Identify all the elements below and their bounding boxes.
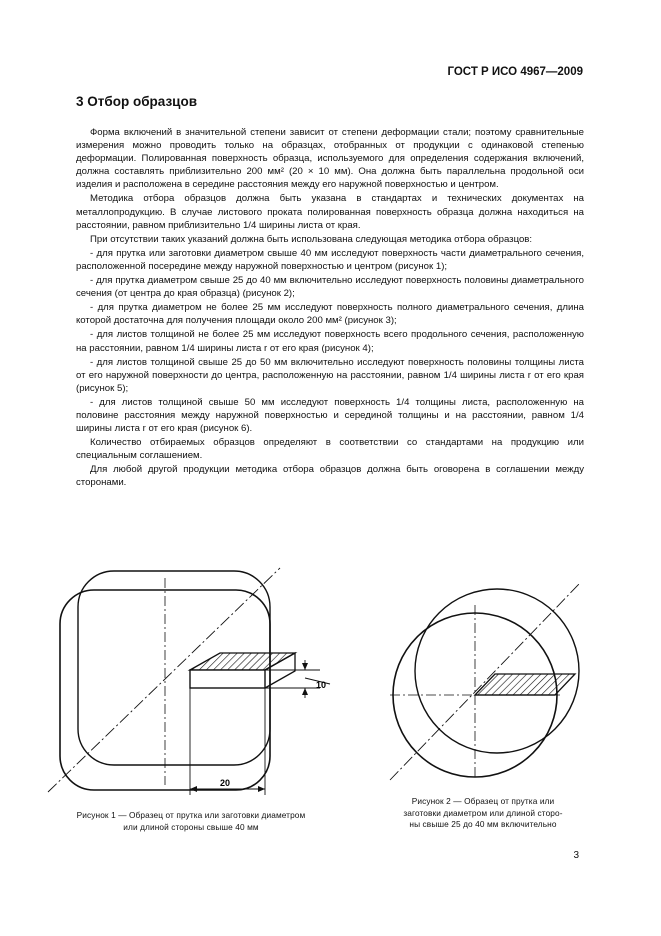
paragraph: Для любой другой продукции методика отбора образцов должна быть оговорена в соглашении между сторонами. xyxy=(76,464,584,489)
list-item: - для прутка диаметром не более 25 мм исследуют поверхность полного диаметрального сечения, длина которой достаточна для получения площади около 200 мм² (рисунок 3); xyxy=(76,302,584,327)
specimen-top-face xyxy=(475,674,575,695)
page-number: 3 xyxy=(573,850,579,861)
figure-1-caption xyxy=(46,810,336,833)
paragraph: Форма включений в значительной степени зависит от степени деформации стали; поэтому сравнительные измерения можно проводить только на образцах, отобранных от продукции с одинаковой степенью деформации. Полированная поверхность образца, используемого для определения содержания включений, должна составлять приблизительно 200 мм² (20 × 10 мм). Она должна быть параллельна продольной оси изделия и расположена в середине расстояния между его наружной поверхностью и центром. xyxy=(76,127,584,191)
list-item: - для листов толщиной не более 25 мм исследуют поверхность всего продольного сечения, расположенную на расстоянии, равном 1/4 ширины листа r от его края (рисунок 4); xyxy=(76,329,584,354)
caption-line: Рисунок 2 — Образец от прутка или xyxy=(411,796,555,806)
paragraph: Методика отбора образцов должна быть указана в стандартах и технических документах на металлопродукцию. В случае листового проката полированная поверхность образца должна находиться на расстоянии, равном приблизительно 1/4 ширины листа от края. xyxy=(76,193,584,231)
caption-line: Рисунок 1 — Образец от прутка или заготовки диаметром xyxy=(76,810,306,820)
list-item: - для листов толщиной свыше 50 мм исследуют поверхность 1/4 толщины листа, расположенную на половине расстояния между наружной поверхностью и серединой толщины и на расстоянии, равном 1/4 ширины листа r от его края (рисунок 6). xyxy=(76,396,584,435)
figure-2-drawing xyxy=(385,575,585,785)
caption-line: или длиной стороны свыше 40 мм xyxy=(123,821,259,832)
list-item: - для листов толщиной свыше 25 до 50 мм включительно исследуют поверхность половины толщины листа от его наружной поверхности до центра, расположенную на расстоянии, равном 1/4 ширины листа r от его края (рисунок 5); xyxy=(76,356,584,394)
dimension-10: 10 xyxy=(316,680,327,690)
specimen xyxy=(190,670,265,688)
paragraph: Количество отбираемых образцов определяют в соответствии со стандартами на продукцию или специальным соглашением. xyxy=(76,437,584,462)
caption-line: заготовки диаметром или длиной сторо- xyxy=(403,807,563,818)
paragraph: При отсутствии таких указаний должна быть использована следующая методика отбора образцов: xyxy=(90,233,533,245)
list-item: - для прутка или заготовки диаметром свыше 40 мм исследуют поверхность части диаметрального сечения, расположенной посередине между наружной поверхностью и центром (рисунок 1); xyxy=(76,247,584,272)
figure-1-drawing xyxy=(40,560,340,800)
figure-2-caption xyxy=(385,796,581,831)
caption-line: ны свыше 25 до 40 мм включительно xyxy=(409,819,557,830)
list-item: - для прутка диаметром свыше 25 до 40 мм включительно исследуют поверхность половины диаметрального сечения (от центра до края образца) (рисунок 2); xyxy=(76,275,584,300)
document-code: ГОСТ Р ИСО 4967—2009 xyxy=(447,66,583,78)
dimension-20: 20 xyxy=(220,778,231,788)
section-title: 3 Отбор образцов xyxy=(76,94,198,109)
body-text xyxy=(76,126,584,491)
